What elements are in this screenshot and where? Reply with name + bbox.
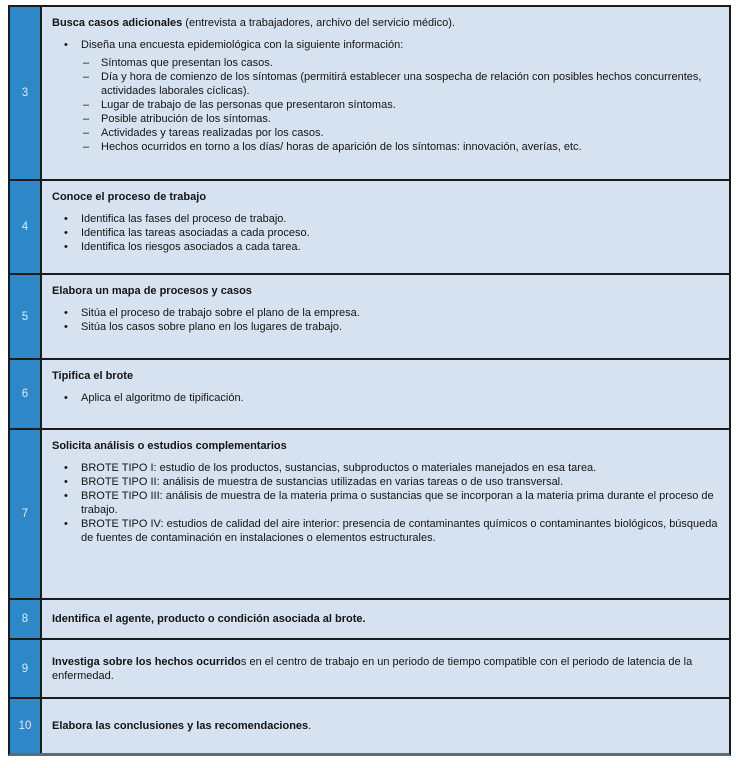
step-number-cell — [10, 7, 42, 179]
list-item: • BROTE TIPO IV: estudios de calidad del aire interior: presencia de contaminantes químicos o contaminantes biológicos, búsqueda de fuentes de contaminación en instalaciones o elementos estructurales. — [64, 517, 719, 545]
dash-sublist — [81, 56, 719, 154]
step-title-bold: Busca casos adicionales — [52, 17, 183, 29]
list-item: • BROTE TIPO II: análisis de muestra de sustancias utilizadas en varias tareas o de uso transversal. — [64, 475, 719, 489]
step-content-cell — [42, 275, 729, 358]
step-content-cell — [42, 699, 729, 753]
bullet-intro: Diseña una encuesta epidemiológica con la siguiente información: — [81, 39, 404, 51]
table-row-step-10 — [10, 699, 729, 753]
step-number-cell — [10, 699, 42, 753]
step-title-bold: Elabora las conclusiones y las recomendaciones — [52, 720, 309, 732]
step-number-cell — [10, 181, 42, 273]
list-item — [64, 38, 719, 154]
bullet-list — [52, 391, 719, 405]
step-number-cell — [10, 360, 42, 428]
step-title — [52, 16, 719, 30]
step-number: 10 — [18, 720, 32, 732]
procedure-steps-table — [8, 5, 731, 756]
list-item: – Actividades y tareas realizadas por los casos. — [83, 126, 719, 140]
bullet-list — [52, 306, 719, 334]
list-item: – Hechos ocurridos en torno a los días/ horas de aparición de los síntomas: innovación, averías, etc. — [83, 140, 719, 154]
step-content-cell — [42, 430, 729, 598]
step-number: 7 — [21, 508, 29, 520]
step-title — [52, 369, 719, 383]
list-item: – Posible atribución de los síntomas. — [83, 112, 719, 126]
step-number: 4 — [21, 221, 29, 233]
step-number: 5 — [21, 310, 29, 323]
step-content-cell — [42, 360, 729, 428]
table-row-step-5 — [10, 275, 729, 360]
step-content-cell — [42, 181, 729, 273]
table-row-step-4 — [10, 181, 729, 275]
step-title-bold: Identifica el agente, producto o condición asociada al brote. — [52, 613, 366, 625]
bullet-list — [52, 212, 719, 254]
table-row-step-6 — [10, 360, 729, 430]
step-number: 8 — [21, 613, 29, 625]
list-item: • Aplica el algoritmo de tipificación. — [64, 391, 719, 405]
list-item: • BROTE TIPO III: análisis de muestra de la materia prima o sustancias que se incorporan a la materia prima durante el proceso de trabajo. — [64, 489, 719, 517]
step-title-bold: Conoce el proceso de trabajo — [52, 191, 207, 203]
list-item: • Identifica las tareas asociadas a cada proceso. — [64, 226, 719, 240]
list-item: • Identifica los riesgos asociados a cada tarea. — [64, 240, 719, 254]
step-number: 3 — [21, 87, 29, 99]
table-row-step-7 — [10, 430, 729, 600]
list-item: • Identifica las fases del proceso de trabajo. — [64, 212, 719, 226]
step-title — [52, 439, 719, 453]
list-item: • Sitúa el proceso de trabajo sobre el plano de la empresa. — [64, 306, 719, 320]
list-item: – Día y hora de comienzo de los síntomas (permitirá establecer una sospecha de relación con posibles hechos concurrentes, actividades laborales cíclicas). — [83, 70, 719, 98]
step-title — [52, 612, 719, 626]
step-number-cell — [10, 430, 42, 598]
table-row-step-8 — [10, 600, 729, 640]
step-title-bold: Investiga sobre los hechos ocurrido — [52, 655, 241, 668]
step-title — [52, 190, 719, 204]
step-title-rest: . — [308, 720, 312, 732]
step-number-cell — [10, 275, 42, 358]
step-number-cell — [10, 600, 42, 638]
table-row-step-9 — [10, 640, 729, 699]
step-content-cell — [42, 640, 729, 697]
list-item: – Lugar de trabajo de las personas que presentaron síntomas. — [83, 98, 719, 112]
table-row-step-3 — [10, 7, 729, 181]
step-title-rest: s en el centro de trabajo en un periodo de tiempo compatible con el periodo de latencia de la enfermedad. — [52, 655, 693, 682]
bullet-list — [52, 461, 719, 545]
step-title — [52, 655, 719, 683]
step-title-rest: (entrevista a trabajadores, archivo del servicio médico). — [182, 17, 455, 29]
step-content-cell — [42, 600, 729, 638]
step-title — [52, 719, 719, 733]
step-title-bold: Solicita análisis o estudios complementarios — [52, 440, 287, 452]
step-content-cell — [42, 7, 729, 179]
bullet-list — [52, 38, 719, 154]
step-title-bold: Tipifica el brote — [52, 370, 134, 382]
list-item: – Síntomas que presentan los casos. — [83, 56, 719, 70]
step-number: 6 — [21, 388, 29, 400]
step-title-bold: Elabora un mapa de procesos y casos — [52, 285, 252, 297]
step-number-cell — [10, 640, 42, 697]
step-title — [52, 284, 719, 298]
list-item: • BROTE TIPO I: estudio de los productos, sustancias, subproductos o materiales manejados en esa tarea. — [64, 461, 719, 475]
step-number: 9 — [21, 662, 29, 675]
list-item: • Sitúa los casos sobre plano en los lugares de trabajo. — [64, 320, 719, 334]
